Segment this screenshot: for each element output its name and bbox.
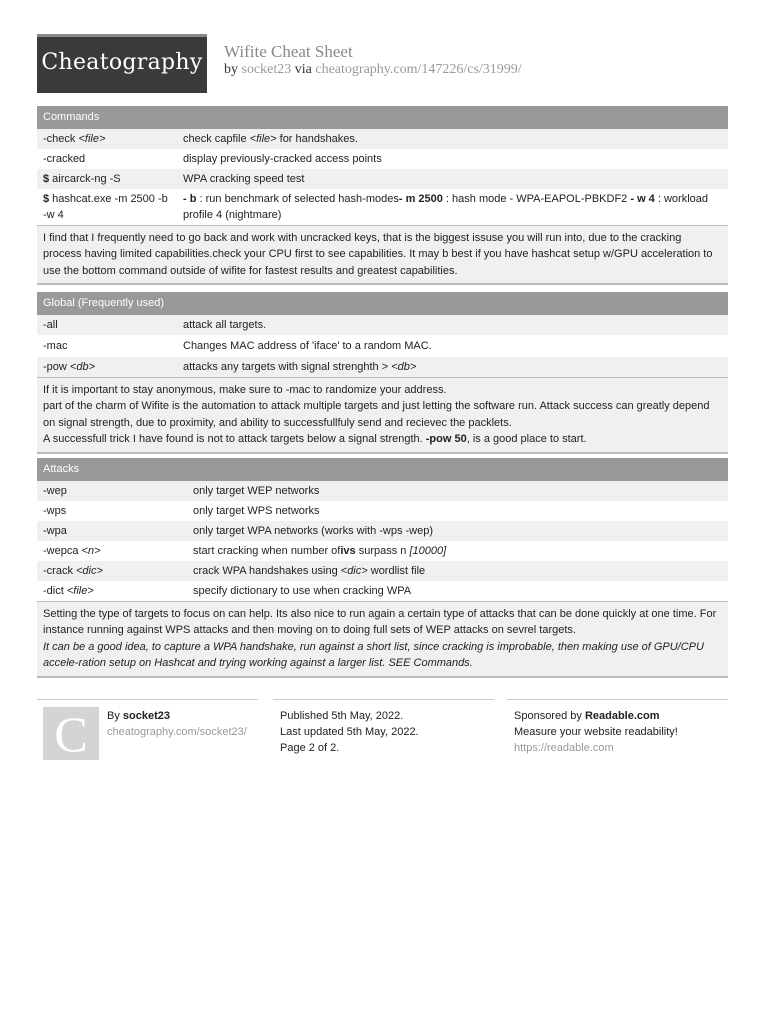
command-desc: start cracking when number ofivs surpass n [10000]	[193, 545, 447, 557]
note-line: A successfull trick I have found is not to attack targets below a signal strength. -pow 50, is a good place to start.	[43, 433, 587, 446]
section-heading: Commands	[37, 106, 728, 129]
footer-author	[107, 708, 170, 724]
published-date: Published 5th May, 2022.	[280, 710, 404, 722]
command-key: -crack <dic>	[43, 565, 103, 577]
command-desc: only target WPA networks (works with -wps -wep)	[193, 525, 434, 537]
footer-divider	[273, 699, 494, 700]
command-desc: - b : run benchmark of selected hash-modes- m 2500 : hash mode - WPA-EAPOL-PBKDF2 - w 4 : workload profile 4 (nightmare)	[183, 193, 708, 221]
attacks-section	[37, 458, 728, 678]
commands-section	[37, 106, 728, 285]
command-desc: WPA cracking speed test	[183, 173, 305, 185]
command-desc: only target WPS networks	[193, 505, 320, 517]
table-row	[37, 315, 728, 335]
footer-divider	[37, 699, 258, 700]
command-key: -dict <file>	[43, 585, 94, 597]
command-key: -cracked	[43, 153, 86, 165]
logo-text: Cheatography	[41, 50, 203, 75]
by-label: by	[224, 62, 238, 77]
sponsored-label: Sponsored by	[514, 710, 585, 722]
byline	[224, 62, 522, 78]
section-heading: Global (Frequently used)	[37, 292, 728, 315]
sponsor-line	[514, 708, 660, 724]
table-row	[37, 169, 728, 189]
section-note	[37, 377, 728, 454]
footer-divider	[507, 699, 728, 700]
cheatography-logo[interactable]	[37, 34, 207, 93]
table-row	[37, 581, 728, 601]
sponsor-tagline: Measure your website readability!	[514, 726, 678, 738]
footer-author-link[interactable]: socket23	[122, 710, 170, 722]
footer-author-url[interactable]: cheatography.com/socket23/	[107, 726, 247, 738]
command-key: $ hashcat.exe -m 2500 -b -w 4	[43, 193, 168, 221]
table-row	[37, 561, 728, 581]
table-row	[37, 541, 728, 561]
command-key: -wep	[43, 485, 67, 497]
note-line: Setting the type of targets to focus on can help. Its also nice to run again a certain type of attacks that can be done quickly at one time. For instance running against WPS attacks and then moving on to doing full sets of WEP attacks on sevrel targets.	[43, 608, 717, 637]
command-key: $ aircarck-ng -S	[43, 173, 121, 185]
via-label: via	[294, 62, 312, 77]
updated-date: Last updated 5th May, 2022.	[280, 726, 419, 738]
command-desc: attack all targets.	[183, 319, 267, 331]
command-key: -all	[43, 319, 58, 331]
command-desc: only target WEP networks	[193, 485, 320, 497]
section-note	[37, 601, 728, 678]
command-key: -pow <db>	[43, 361, 95, 373]
command-key: -wpa	[43, 525, 67, 537]
command-key: -mac	[43, 340, 68, 352]
sponsor-url[interactable]: https://readable.com	[514, 742, 614, 754]
author-avatar[interactable]	[43, 707, 99, 760]
table-row	[37, 189, 728, 225]
table-row	[37, 129, 728, 149]
page-title: Wifite Cheat Sheet	[224, 42, 353, 61]
command-desc: display previously-cracked access points	[183, 153, 382, 165]
global-section	[37, 292, 728, 454]
command-desc: attacks any targets with signal strenghth > <db>	[183, 361, 417, 373]
command-desc: Changes MAC address of 'iface' to a random MAC.	[183, 340, 432, 352]
note-line: part of the charm of Wifite is the automation to attack multiple targets and just letting the software run. Attack success can greatly depend on signal strength, due to proximity, and ability to successfullfuly send and recievec the packlets.	[43, 400, 710, 429]
command-key: -wepca <n>	[43, 545, 101, 557]
table-row	[37, 357, 728, 377]
command-desc: check capfile <file> for handshakes.	[183, 133, 358, 145]
section-heading: Attacks	[37, 458, 728, 481]
table-row	[37, 521, 728, 541]
sheet-url-link[interactable]: cheatography.com/147226/cs/31999/	[315, 62, 522, 77]
note-line: It can be a good idea, to capture a WPA handshake, run against a short list, since cracking is improbable, then making use of GPU/CPU accele-ration setup on Hashcat and trying working against a larger list. SEE Commands.	[43, 640, 704, 670]
command-desc: crack WPA handshakes using <dic> wordlist file	[193, 565, 426, 577]
section-note: I find that I frequently need to go back and work with uncracked keys, that is the biggest issuse you will run into, due to the cracking process having limited capabilities.check your CPU first to see capabilities. It may b best if you have hashcat setup w/GPU acceleration to use the bottom command outside of wifite for fastest results and greatest capabilities.	[37, 225, 728, 285]
command-key: -check <file>	[43, 133, 106, 145]
table-row	[37, 501, 728, 521]
by-label: By	[107, 710, 123, 722]
table-row	[37, 149, 728, 169]
note-line: If it is important to stay anonymous, make sure to -mac to randomize your address.	[43, 384, 447, 396]
sponsor-link[interactable]: Readable.com	[584, 710, 660, 722]
command-key: -wps	[43, 505, 67, 517]
avatar-letter: C	[54, 706, 88, 762]
author-link[interactable]: socket23	[241, 62, 292, 77]
page-number: Page 2 of 2.	[280, 742, 340, 754]
table-row	[37, 481, 728, 501]
command-desc: specify dictionary to use when cracking WPA	[193, 585, 412, 597]
table-row	[37, 335, 728, 357]
